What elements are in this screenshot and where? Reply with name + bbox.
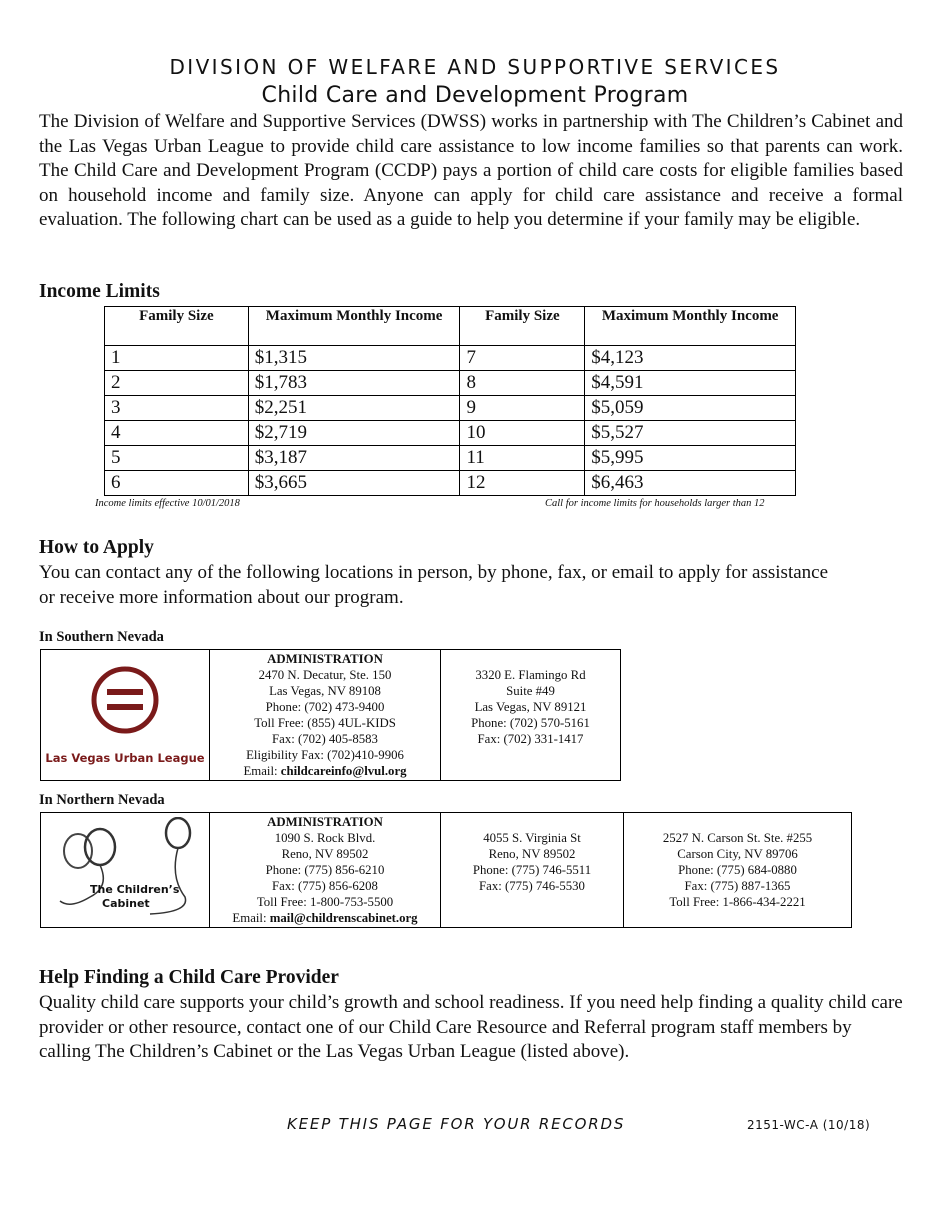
income-note-large: Call for income limits for households larger than 12 bbox=[545, 498, 765, 509]
address-line: Fax: (702) 405-8583 bbox=[272, 732, 378, 746]
col-header: Family Size bbox=[460, 307, 585, 346]
address-line: 4055 S. Virginia St bbox=[483, 831, 581, 845]
email-link[interactable]: mail@childrenscabinet.org bbox=[269, 911, 418, 925]
income-note-effective: Income limits effective 10/01/2018 bbox=[95, 498, 240, 509]
address-line: Eligibility Fax: (702)410-9906 bbox=[246, 748, 404, 762]
email-link[interactable]: childcareinfo@lvul.org bbox=[280, 764, 407, 778]
address-line: Phone: (702) 473-9400 bbox=[265, 700, 385, 714]
table-row bbox=[105, 446, 796, 471]
table-row bbox=[105, 371, 796, 396]
address-line: Reno, NV 89502 bbox=[281, 847, 369, 861]
address-line: Fax: (702) 331-1417 bbox=[477, 732, 584, 746]
north-office-virginia bbox=[441, 813, 624, 928]
keep-records-note: KEEP THIS PAGE FOR YOUR RECORDS bbox=[287, 1115, 626, 1133]
family-size-cell: 3 bbox=[105, 396, 249, 421]
address-line: Suite #49 bbox=[506, 684, 555, 698]
help-heading: Help Finding a Child Care Provider bbox=[39, 967, 339, 988]
svg-text:The Children’s: The Children’s bbox=[90, 883, 180, 896]
help-text: Quality child care supports your child’s growth and school readiness. If you need help finding a quality child care provider or other resource, contact one of our Child Care Resource and Referral program staff members by calling The Children’s Cabinet or the Las Vegas Urban League (listed above). bbox=[39, 992, 903, 1063]
address-line: Phone: (702) 570-5161 bbox=[471, 716, 590, 730]
south-label: In Southern Nevada bbox=[39, 629, 164, 645]
max-income-cell: $1,783 bbox=[248, 371, 460, 396]
family-size-cell: 7 bbox=[460, 346, 585, 371]
address-line: 3320 E. Flamingo Rd bbox=[475, 668, 586, 682]
family-size-cell: 8 bbox=[460, 371, 585, 396]
address-line: Toll Free: 1-866-434-2221 bbox=[669, 895, 806, 909]
lvul-logo bbox=[41, 650, 210, 781]
email-label: Email: bbox=[243, 764, 281, 778]
page-title: DIVISION OF WELFARE AND SUPPORTIVE SERVICES bbox=[169, 55, 781, 79]
svg-text:Cabinet: Cabinet bbox=[102, 897, 150, 910]
family-size-cell: 5 bbox=[105, 446, 249, 471]
address-line: Fax: (775) 887-1365 bbox=[684, 879, 791, 893]
address-line: Toll Free: 1-800-753-5500 bbox=[256, 895, 394, 909]
max-income-cell: $6,463 bbox=[585, 471, 796, 496]
max-income-cell: $2,719 bbox=[248, 421, 460, 446]
col-header: Maximum Monthly Income bbox=[585, 307, 796, 346]
admin-title: ADMINISTRATION bbox=[267, 652, 383, 666]
max-income-cell: $5,527 bbox=[585, 421, 796, 446]
max-income-cell: $4,591 bbox=[585, 371, 796, 396]
table-row bbox=[105, 421, 796, 446]
lvul-logo-icon bbox=[80, 664, 170, 744]
family-size-cell: 2 bbox=[105, 371, 249, 396]
south-table bbox=[40, 649, 621, 781]
address-line: Las Vegas, NV 89121 bbox=[474, 700, 587, 714]
apply-text: You can contact any of the following locations in person, by phone, fax, or email to apply for assistance or receive more information about our program. bbox=[39, 562, 829, 608]
max-income-cell: $3,187 bbox=[248, 446, 460, 471]
family-size-cell: 10 bbox=[460, 421, 585, 446]
south-office-flamingo bbox=[441, 650, 621, 781]
max-income-cell: $2,251 bbox=[248, 396, 460, 421]
table-row bbox=[105, 396, 796, 421]
max-income-cell: $4,123 bbox=[585, 346, 796, 371]
address-line: 2527 N. Carson St. Ste. #255 bbox=[662, 831, 813, 845]
page-subtitle: Child Care and Development Program bbox=[261, 83, 689, 108]
south-admin bbox=[210, 650, 441, 781]
max-income-cell: $3,665 bbox=[248, 471, 460, 496]
max-income-cell: $1,315 bbox=[248, 346, 460, 371]
admin-title: ADMINISTRATION bbox=[267, 815, 383, 829]
max-income-cell: $5,059 bbox=[585, 396, 796, 421]
address-line: Phone: (775) 746-5511 bbox=[472, 863, 592, 877]
family-size-cell: 1 bbox=[105, 346, 249, 371]
form-number: 2151-WC-A (10/18) bbox=[747, 1118, 871, 1132]
family-size-cell: 6 bbox=[105, 471, 249, 496]
email-label: Email: bbox=[232, 911, 270, 925]
north-admin bbox=[210, 813, 441, 928]
address-line: Fax: (775) 746-5530 bbox=[479, 879, 585, 893]
address-line: Toll Free: (855) 4UL-KIDS bbox=[254, 716, 396, 730]
family-size-cell: 11 bbox=[460, 446, 585, 471]
address-line: 2470 N. Decatur, Ste. 150 bbox=[258, 668, 392, 682]
north-table bbox=[40, 812, 852, 928]
address-line: Fax: (775) 856-6208 bbox=[272, 879, 378, 893]
max-income-cell: $5,995 bbox=[585, 446, 796, 471]
north-office-carson bbox=[624, 813, 852, 928]
north-label: In Northern Nevada bbox=[39, 792, 165, 808]
col-header: Maximum Monthly Income bbox=[248, 307, 460, 346]
table-row bbox=[105, 346, 796, 371]
address-line: Phone: (775) 856-6210 bbox=[265, 863, 385, 877]
table-row bbox=[105, 471, 796, 496]
family-size-cell: 12 bbox=[460, 471, 585, 496]
address-line: Reno, NV 89502 bbox=[488, 847, 576, 861]
address-line: 1090 S. Rock Blvd. bbox=[274, 831, 376, 845]
address-line: Las Vegas, NV 89108 bbox=[269, 684, 381, 698]
apply-heading: How to Apply bbox=[39, 537, 154, 558]
family-size-cell: 4 bbox=[105, 421, 249, 446]
lvul-logo-text: Las Vegas Urban League bbox=[45, 751, 205, 765]
address-line: Carson City, NV 89706 bbox=[677, 847, 798, 861]
col-header: Family Size bbox=[105, 307, 249, 346]
income-table bbox=[104, 306, 796, 496]
family-size-cell: 9 bbox=[460, 396, 585, 421]
address-line: Phone: (775) 684-0880 bbox=[678, 863, 797, 877]
balloons-logo-icon bbox=[50, 817, 200, 919]
intro-paragraph: The Division of Welfare and Supportive Services (DWSS) works in partnership with The Children’s Cabinet and the Las Vegas Urban League to provide child care assistance to low income families so that parents can work. The Child Care and Development Program (CCDP) pays a portion of child care costs for eligible families based on household income and family size. Anyone can apply for child care assistance and receive a formal evaluation. The following chart can be used as a guide to help you determine if your family may be eligible. bbox=[39, 111, 903, 231]
childrens-cabinet-logo bbox=[41, 813, 210, 928]
income-heading: Income Limits bbox=[39, 281, 160, 302]
